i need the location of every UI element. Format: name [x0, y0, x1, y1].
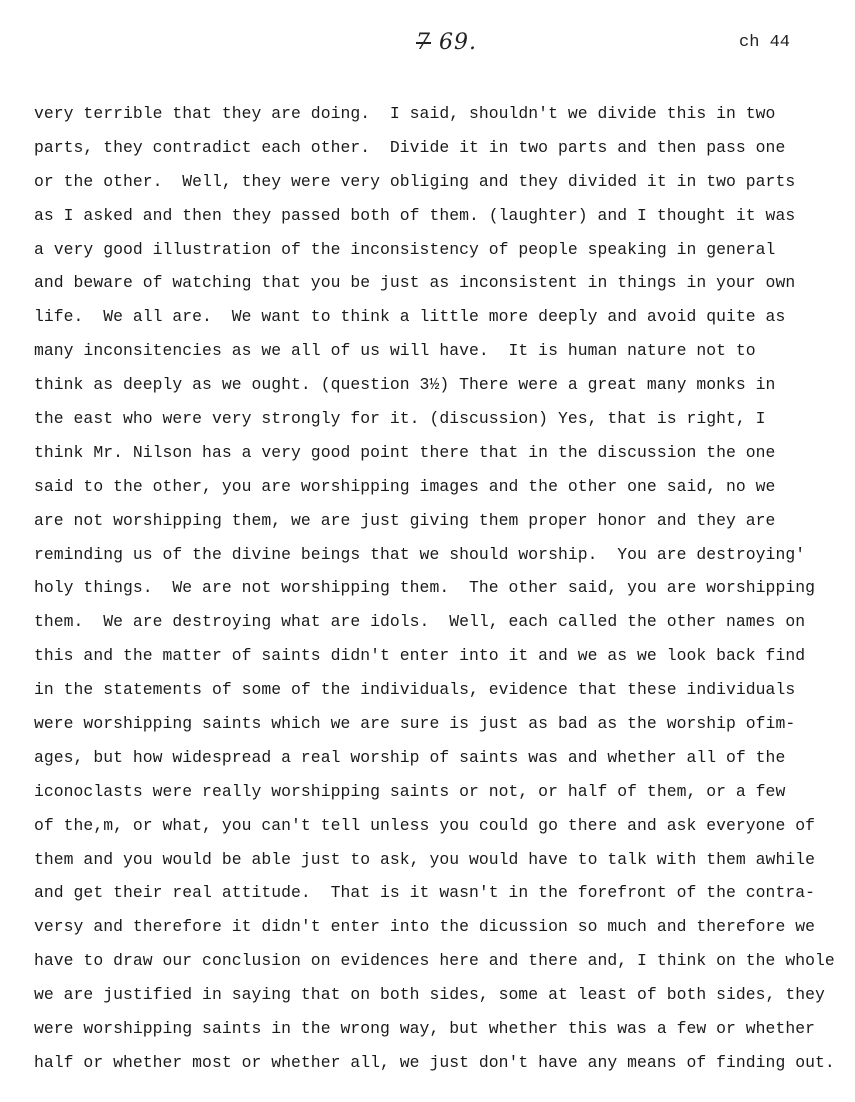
chapter-tag: ch 44 [739, 33, 791, 52]
text-line: holy things. We are not worshipping them. The other said, you are worshipping [34, 578, 815, 598]
text-line: versy and therefore it didn't enter into the dicussion so much and therefore we [34, 917, 815, 937]
text-line: have to draw our conclusion on evidences here and there and, I think on the whole [34, 951, 835, 971]
text-line: as I asked and then they passed both of them. (laughter) and I thought it was [34, 205, 796, 225]
text-line: of the,m, or what, you can't tell unless you could go there and ask everyone of [34, 815, 815, 835]
text-line: were worshipping saints in the wrong way, but whether this was a few or whether [34, 1019, 815, 1039]
text-line: and get their real attitude. That is it wasn't in the forefront of the contra- [34, 883, 815, 903]
struck-page-number: 7 [416, 30, 431, 55]
text-line: were worshipping saints which we are sure is just as bad as the worship ofim- [34, 714, 796, 734]
text-line: iconoclasts were really worshipping saints or not, or half of them, or a few [34, 781, 786, 801]
text-line: or the other. Well, they were very obliging and they divided it in two parts [34, 171, 796, 191]
text-line: we are justified in saying that on both sides, some at least of both sides, they [34, 985, 825, 1005]
text-line: half or whether most or whether all, we just don't have any means of finding out. [34, 1052, 835, 1072]
text-line: ages, but how widespread a real worship of saints was and whether all of the [34, 747, 786, 767]
text-line: them. We are destroying what are idols. Well, each called the other names on [34, 612, 806, 632]
text-line: a very good illustration of the inconsistency of people speaking in general [34, 239, 776, 259]
text-line: think as deeply as we ought. (question 3½) There were a great many monks in [34, 375, 776, 395]
text-line: them and you would be able just to ask, you would have to talk with them awhile [34, 849, 815, 869]
page-number [416, 30, 477, 55]
text-line: are not worshipping them, we are just giving them proper honor and they are [34, 510, 776, 530]
page-number-value: 69. [439, 30, 477, 55]
text-line: this and the matter of saints didn't enter into it and we as we look back find [34, 646, 806, 666]
text-line: many inconsitencies as we all of us will have. It is human nature not to [34, 341, 756, 361]
text-line: life. We all are. We want to think a little more deeply and avoid quite as [34, 307, 786, 327]
text-line: think Mr. Nilson has a very good point there that in the discussion the one [34, 442, 776, 462]
text-line: said to the other, you are worshipping images and the other one said, no we [34, 476, 776, 496]
text-line: parts, they contradict each other. Divide it in two parts and then pass one [34, 137, 786, 157]
text-line: and beware of watching that you be just as inconsistent in things in your own [34, 273, 796, 293]
text-line: reminding us of the divine beings that we should worship. You are destroying' [34, 544, 806, 564]
text-line: in the statements of some of the individuals, evidence that these individuals [34, 680, 796, 700]
transcript-body [34, 97, 854, 1080]
text-line: the east who were very strongly for it. (discussion) Yes, that is right, I [34, 409, 766, 429]
text-line: very terrible that they are doing. I said, shouldn't we divide this in two [34, 104, 776, 123]
